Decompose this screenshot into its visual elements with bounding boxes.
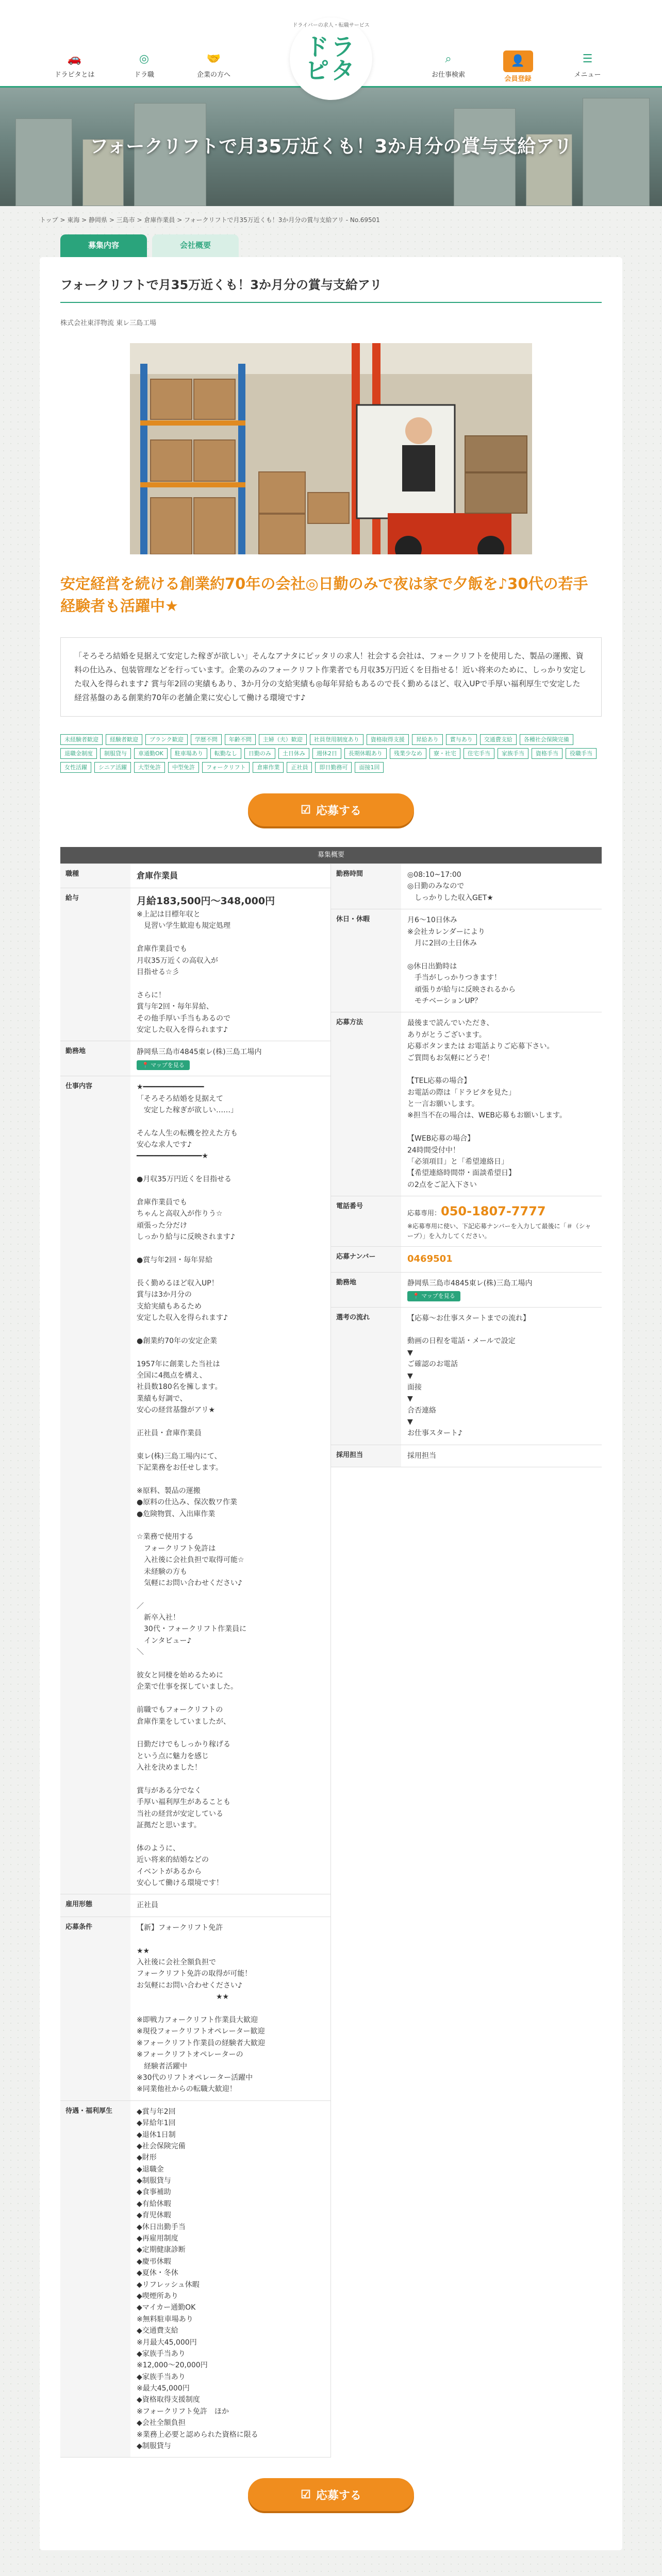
phone-note: ※応募専用に使い、下記応募ナンバーを入力して最後に「＃（シャープ）」を入力してください。 <box>407 1222 591 1240</box>
nav-item-right-2[interactable] <box>560 50 615 84</box>
detail-value <box>401 1196 602 1246</box>
feature-tag: 女性活躍 <box>60 762 91 773</box>
steering-wheel-icon: ◎ <box>139 52 150 65</box>
nav-item-left-1[interactable] <box>117 50 171 80</box>
feature-tag: 転勤なし <box>210 748 241 759</box>
feature-tag: 週休2日 <box>312 748 341 759</box>
nav-item-left-0[interactable] <box>47 50 102 80</box>
feature-tag: 未経験者歓迎 <box>60 734 103 745</box>
site-header <box>0 0 662 88</box>
car-icon: 🚗 <box>67 52 82 65</box>
application-number: 0469501 <box>407 1253 453 1264</box>
intro-text: 「そろそろ結婚を見据えて安定した稼ぎが欲しい」そんなアナタにピッタリの求人！社会する会社は、フォークリフトを使用した、製品の運搬、資料の仕込み、包装管理などを行っています。企業のみのフォークリフト作業者でも月収35万円近くを目指せる！近い将来のために、しっかり安定した収入を得られます♪ 賞与年2回の実績もあり、3か月分の支給実績も◎毎年昇給もあるので長く勤めるほど、収入UPで手厚い福利厚生で安定した経営基盤のある創業約70年の老舗企業に安心して働ける環境です♪ <box>60 637 602 717</box>
section-title-details: 募集概要 <box>60 847 602 863</box>
detail-label: 給与 <box>60 888 130 1041</box>
handshake-icon: 🤝 <box>206 52 221 65</box>
detail-row <box>60 864 331 888</box>
feature-tag: 資格取得支援 <box>367 734 409 745</box>
detail-label: 勤務地 <box>60 1041 130 1076</box>
logo-tagline: ドライバーの求人・転職サービス <box>292 23 370 28</box>
feature-tag: 住宅手当 <box>464 748 494 759</box>
site-logo[interactable] <box>290 18 372 100</box>
hero-title: フォークリフトで月35万近くも！3か月分の賞与支給アリ <box>90 136 572 158</box>
feature-tag: 即日勤務可 <box>315 762 352 773</box>
detail-value <box>130 1041 331 1076</box>
nav-item-right-0[interactable] <box>421 50 475 84</box>
detail-value: ◆賞与年2回 ◆昇給年1回 ◆退休1日制 ◆社会保険完備 ◆財形 ◆退職金 ◆制服貸与 ◆食事補助 ◆有給休暇 ◆育児休暇 ◆休日出勤手当 ◆再雇用制度 ◆定期健康診断 ◆慶弔休暇 ◆夏休・冬休 ◆リフレッシュ休暇 ◆喫煙所あり ◆マイカー通勤OK ※無料駐車場あり ◆交通費支給 ※月最大45,000円 ◆家族手当あり ※12,000〜20,000円 ◆家族手当あり ※最大45,000円 ◆資格取得支援制度 ※フォークリフト免許 ほか ◆会社全額負担 ※業務上必要と認められた資格に限る ◆制服貸与 <box>130 2101 331 2458</box>
work-address: 静岡県三島市4845東レ(株)三島工場内 <box>407 1279 533 1287</box>
detail-label: 勤務時間 <box>331 864 401 909</box>
menu-icon: ☰ <box>582 52 593 65</box>
feature-tag: 交通費支給 <box>480 734 517 745</box>
nav-left-group <box>47 50 241 80</box>
user-add-icon: 👤 <box>503 50 533 72</box>
apply-button-bottom[interactable] <box>248 2478 414 2511</box>
job-card <box>40 257 622 2551</box>
detail-row <box>60 1894 331 1917</box>
breadcrumb[interactable]: トップ > 東海 > 静岡県 > 三島市 > 倉庫作業員 > フォークリフトで月35万近くも！3か月分の賞与支給アリ - No.69501 <box>40 216 380 224</box>
apply-button-top[interactable] <box>248 793 414 826</box>
feature-tag: ブランク歓迎 <box>145 734 188 745</box>
detail-row <box>331 1012 602 1196</box>
checkbox-icon: ☑ <box>301 803 311 817</box>
feature-tag: 大型免許 <box>134 762 165 773</box>
detail-label: 雇用形態 <box>60 1894 130 1916</box>
detail-row <box>331 909 602 1012</box>
feature-tag: 退職金制度 <box>60 748 97 759</box>
nav-item-right-1[interactable] <box>491 50 545 84</box>
detail-row <box>331 1445 602 1467</box>
detail-row <box>331 1273 602 1308</box>
nav-label: お仕事検索 <box>431 71 465 79</box>
detail-row <box>60 1041 331 1076</box>
detail-label: 仕事内容 <box>60 1076 130 1894</box>
feature-tag: 役職手当 <box>566 748 597 759</box>
detail-label: 選考の流れ <box>331 1308 401 1445</box>
feature-tags <box>60 734 602 773</box>
checkbox-icon: ☑ <box>301 2488 311 2501</box>
detail-label: 応募条件 <box>60 1917 130 2100</box>
map-link[interactable]: 📍 マップを見る <box>137 1060 190 1071</box>
salary-range: 月給183,500円〜348,000円 <box>137 895 275 907</box>
feature-tag: 正社員 <box>287 762 312 773</box>
details-grid <box>60 863 602 2458</box>
feature-tag: 家族手当 <box>498 748 528 759</box>
feature-tag: 倉庫作業 <box>253 762 284 773</box>
feature-tag: 面接1回 <box>355 762 384 773</box>
feature-tag: 社員登用制度あり <box>310 734 363 745</box>
feature-tag: 制服貸与 <box>100 748 131 759</box>
feature-tag: 各種社会保険完備 <box>520 734 573 745</box>
logo-text: ドラ ピタ <box>305 33 357 84</box>
nav-label: 会員登録 <box>504 75 532 83</box>
detail-value: 月6〜10日休み ※会社カレンダーにより 月に2回の土日休み ◎休日出勤時は 手当がしっかりつきます！ 頑張りが給与に反映されるから モチベーションUP？ <box>407 916 516 1005</box>
feature-tag: 長期休暇あり <box>344 748 387 759</box>
detail-value: ◎08:10~17:00 ◎日勤のみなので しっかりした収入GET★ <box>407 871 493 902</box>
work-address: 静岡県三島市4845東レ(株)三島工場内 <box>137 1048 262 1057</box>
company-name: 株式会社東洋物流 東レ三島工場 <box>60 319 157 327</box>
detail-label: 職種 <box>60 864 130 888</box>
detail-row <box>60 2101 331 2458</box>
job-photo <box>130 343 532 554</box>
detail-label: 待遇・福利厚生 <box>60 2101 130 2458</box>
nav-right-group <box>421 50 615 84</box>
forklift-photo-illustration <box>130 343 532 554</box>
map-link[interactable]: 📍 マップを見る <box>407 1291 460 1301</box>
feature-tag: 日勤のみ <box>244 748 275 759</box>
feature-tag: 昇給あり <box>412 734 443 745</box>
nav-item-left-2[interactable] <box>187 50 241 80</box>
nav-label: ドラ職 <box>134 71 154 79</box>
detail-label: 休日・休暇 <box>331 909 401 1012</box>
detail-value: ★━━━━━━━━━━━━━━ 「そろそろ結婚を見据えて 安定した稼ぎが欲しい……」 そんな人生の転機を控えた方も 安心な求人です♪ ━━━━━━━━━━━━━━━★ ●月収35万円近くを目指せる 倉庫作業員でも ちゃんと高収入が作りう☆ 頑張った分だけ しっかり給与に反映されます♪ ●賞与年2回・毎年昇給 長く勤めるほど収入UP！ 賞与は3か月分の 支給実績もあるため 安定した収入を得られます♪ ●創業約70年の安定企業 1957年に創業した当社は 全国に4拠点を構え、 社員数180名を擁します。 業績も好調で、 安心の経営基盤がアリ★ 正社員・倉庫作業員 東レ(株)三島工場内にて、 下記業務をお任せします。 ※原料、製品の運搬 ●原料の仕込み、保次数ワ作業 ●危険物質、入出庫作業 ☆業務で使用する フォークリフト免許は 入社後に会社負担で取得可能☆ 未経験の方も 気軽にお問い合わせください♪ ／ 新卒入社！ 30代・フォークリフト作業員に インタビュー♪ ＼ 彼女と同棲を始めるために 企業で仕事を探していました。 前職でもフォークリフトの 倉庫作業をしていましたが、 日勤だけでもしっかり稼げる という点に魅力を感じ 入社を決めました！ 賞与がある分でなく 手厚い福利厚生があることも 当社の経営が安定している 証拠だと思います。 体のように、 近い将来的結婚などの イベントがあるから 安心して働ける環境です！ <box>130 1076 331 1894</box>
detail-value: 倉庫作業員 <box>130 864 331 888</box>
feature-tag: 資格手当 <box>532 748 562 759</box>
catch-copy: 安定経営を続ける創業約70年の会社◎日勤のみで夜は家で夕飯を♪30代の若手経験者も活躍中★ <box>60 574 588 615</box>
job-title: フォークリフトで月35万近くも！3か月分の賞与支給アリ <box>60 276 602 303</box>
detail-row <box>331 1196 602 1247</box>
detail-row <box>60 1917 331 2101</box>
feature-tag: 土日休み <box>278 748 309 759</box>
feature-tag: 寮・社宅 <box>429 748 460 759</box>
detail-row <box>331 1247 602 1273</box>
detail-label: 応募方法 <box>331 1012 401 1196</box>
detail-value: 正社員 <box>130 1894 331 1916</box>
detail-value <box>401 1247 602 1272</box>
nav-label: メニュー <box>574 71 601 79</box>
detail-label: 採用担当 <box>331 1445 401 1467</box>
feature-tag: 賞与あり <box>446 734 477 745</box>
detail-value: 採用担当 <box>407 1451 436 1460</box>
detail-value: 【新】フォークリフト免許 ★★ 入社後に会社全額負担で フォークリフト免許の取得が可能！ お気軽にお問い合わせください♪ ★★ ※即戦力フォークリフト作業員大歓迎 ※現役フォークリフトオペレーター歓迎 ※フォークリフト作業員の経験者大歓迎 ※フォークリフトオペレーターの 経験者活躍中 ※30代のリフトオペレーター活躍中 ※同業他社からの転職大歓迎！ <box>130 1917 331 2100</box>
detail-row <box>60 888 331 1042</box>
detail-value <box>130 888 331 1041</box>
phone-prefix: 応募専用： <box>407 1210 441 1218</box>
feature-tag: 残業少なめ <box>390 748 426 759</box>
apply-label: 応募する <box>316 804 361 817</box>
search-icon: ⌕ <box>445 52 452 65</box>
tab-company[interactable]: 会社概要 <box>152 234 239 257</box>
tab-recruitment[interactable]: 募集内容 <box>60 234 147 257</box>
feature-tag: 経験者歓迎 <box>106 734 142 745</box>
detail-row <box>331 1308 602 1445</box>
hero-banner <box>0 88 662 206</box>
feature-tag: シニア活躍 <box>94 762 131 773</box>
apply-wrap-bottom <box>60 2478 602 2511</box>
detail-value: 最後まで読んでいただき、 ありがとうございます。 応募ボタンまたは お電話よりご応募下さい。 ご質問もお気軽にどうぞ！ 【TEL応募の場合】 お電話の際は「ドラピタを見た」 と一言お願いします。 ※担当不在の場合は、WEB応募もお願いします。 【WEB応募の場合】 24時間受付中！ 「必須項目」と「希望連絡日」 【希望連絡時間帯・面談希望日】 の2点をご記入下さい <box>407 1019 567 1189</box>
detail-row <box>331 864 602 909</box>
feature-tag: 車通勤OK <box>134 748 168 759</box>
nav-label: ドラピタとは <box>54 71 95 79</box>
feature-tag: 中型免許 <box>168 762 199 773</box>
phone-number[interactable]: 050-1807-7777 <box>441 1204 546 1219</box>
feature-tag: 駐車場あり <box>171 748 207 759</box>
apply-wrap-top <box>60 793 602 826</box>
details-left-column <box>60 864 331 2458</box>
apply-label: 応募する <box>316 2488 361 2502</box>
details-right-column <box>331 864 602 2458</box>
salary-note: ※上記は目標年収と 見習い学生歓迎も規定処理 倉庫作業員でも 月収35万近くの高収入が 目指せる☆彡 さらに！ 賞与年2回・毎年昇給、 その他手厚い手当もあるので 安定した収入を得られます♪ <box>137 910 230 1034</box>
feature-tag: 年齢不問 <box>225 734 256 745</box>
detail-value <box>401 1273 602 1307</box>
detail-row <box>60 1076 331 1894</box>
feature-tag: 主婦（夫）歓迎 <box>259 734 307 745</box>
detail-value: 【応募〜お仕事スタートまでの流れ】 動画の日程を電話・メールで設定 ▼ ご確認のお電話 ▼ 面接 ▼ 合否連絡 ▼ お仕事スタート♪ <box>407 1314 530 1438</box>
main-container <box>40 234 622 2551</box>
tab-bar <box>40 234 622 257</box>
detail-label: 応募ナンバー <box>331 1247 401 1272</box>
feature-tag: 学歴不問 <box>191 734 222 745</box>
feature-tag: フォークリフト <box>202 762 250 773</box>
detail-label: 電話番号 <box>331 1196 401 1246</box>
nav-label: 企業の方へ <box>196 71 230 79</box>
detail-label: 勤務地 <box>331 1273 401 1307</box>
